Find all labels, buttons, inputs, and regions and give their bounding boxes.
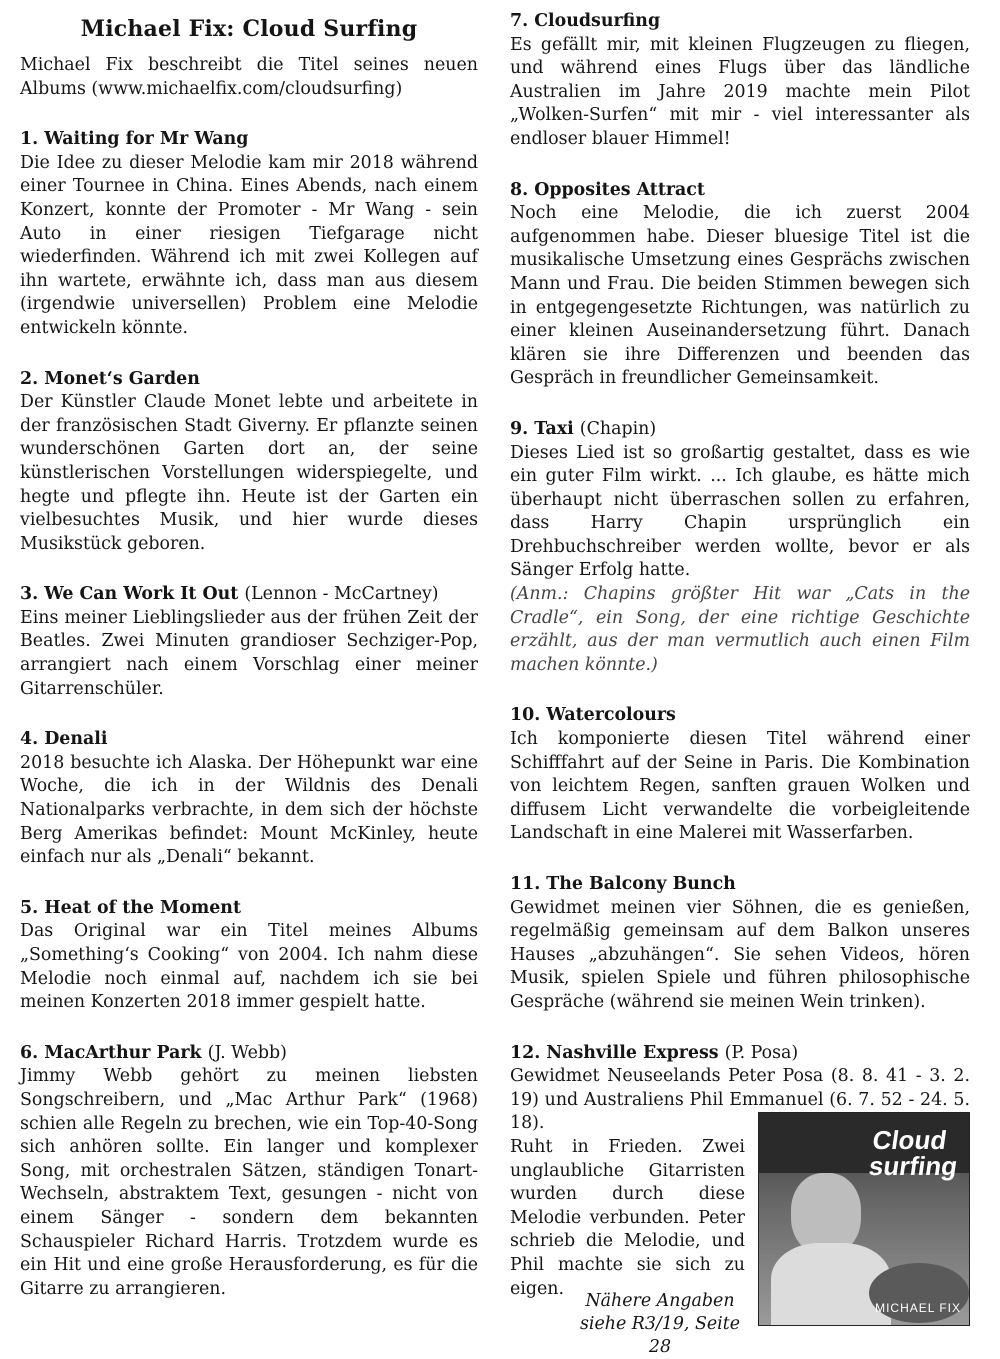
- track-credit: (Chapin): [579, 418, 657, 439]
- track-heading: [20, 728, 478, 752]
- track-text: Das Original war ein Titel meines Albums „Something‘s Cooking“ von 2004. Ich nahm diese Melodie noch einmal auf, nachdem ich sie bei meinen Konzerten 2018 immer gespielt hatte.: [20, 921, 478, 1013]
- cover-title-line1: Cloud: [870, 1124, 949, 1155]
- track-title: 7. Cloudsurfing: [510, 11, 661, 31]
- track-title: 1. Waiting for Mr Wang: [20, 129, 249, 150]
- track-text-continued: Ruht in Frieden. Zwei unglaubliche Gitarristen wurden durch diese Melodie verbunden. Peter schrieb die Melodie, und Phil machte sie sich zu eigen.: [510, 1136, 745, 1299]
- track-text: Ich komponierte diesen Titel während einer Schifffahrt auf der Seine in Paris. Die Kombination von leichtem Regen, sanften grauen Wolken und diffusem Licht verwandelte die vorbeigleitende Landschaft in eine Malerei mit Wasserfarben.: [510, 729, 970, 844]
- track-title: 3. We Can Work It Out: [20, 584, 239, 605]
- track-1: [20, 128, 478, 340]
- track-title: 5. Heat of the Moment: [20, 897, 241, 918]
- track-title: 9. Taxi: [510, 418, 574, 439]
- track-text: Gewidmet Neuseelands Peter Posa (8. 8. 41 - 3. 2. 19) und Australiens Phil Emmanuel (6. 7. 52 - 24. 5. 18).: [510, 1066, 970, 1134]
- track-heading: [510, 418, 970, 442]
- track-heading: [510, 10, 970, 34]
- track-2: [20, 368, 478, 557]
- track-credit: (P. Posa): [724, 1042, 799, 1063]
- track-heading: [20, 128, 478, 152]
- track-3: [20, 583, 478, 701]
- track-12: [510, 1042, 970, 1357]
- track-text: Eins meiner Lieblingslieder aus der frühen Zeit der Beatles. Zwei Minuten grandioser Sechziger-Pop, arrangiert nach einem Vorschlag einer meiner Gitarrenschüler.: [20, 607, 478, 699]
- track-heading: [20, 897, 478, 921]
- article-title: Michael Fix: Cloud Surfing: [80, 16, 418, 42]
- track-8: [510, 179, 970, 391]
- track-5: [20, 897, 478, 1015]
- reference-note: Nähere Angaben siehe R3/19, Seite 28: [579, 1290, 741, 1357]
- track-title: 11. The Balcony Bunch: [510, 874, 736, 894]
- track-credit: (Lennon - McCartney): [244, 584, 439, 605]
- track-heading: [20, 583, 478, 607]
- track-title: 2. Monet‘s Garden: [20, 368, 200, 389]
- track-9: [510, 418, 970, 678]
- track-text: Dieses Lied ist so großartig gestaltet, dass es wie ein guter Film wirkt. ... Ich glaube, es hätte mich überhaupt nicht überraschen sollen zu erfahren, dass Harry Chapin ursprünglich ein Drehbuchschreiber werden wollte, bevor er als Sänger Erfolg hatte.: [510, 442, 970, 581]
- track-title: 12. Nashville Express: [510, 1042, 719, 1063]
- cover-title-line2: surfing: [866, 1150, 960, 1181]
- track-title: 10. Watercolours: [510, 705, 676, 726]
- track-heading: [510, 1042, 970, 1066]
- track-heading: [510, 179, 970, 203]
- track-title: 8. Opposites Attract: [510, 179, 705, 200]
- cover-title: [866, 1124, 962, 1181]
- track-text: Es gefällt mir, mit kleinen Flugzeugen zu fliegen, und während eines Flugs über das ländliche Australien im Jahre 2019 machte mein Pilot „Wolken-Surfen“ mit mir - viel interessanter als endloser blauer Himmel!: [510, 34, 970, 149]
- track-heading: [20, 368, 478, 392]
- intro-text: Michael Fix beschreibt die Titel seines neuen Albums (www.michaelfix.com/cloudsurfing): [20, 55, 478, 99]
- track-text: Gewidmet meinen vier Söhnen, die es genießen, regelmäßig gemeinsam auf dem Balkon unseres Hauses „abzuhängen“. Sie sehen Videos, hören Musik, spielen Spiele und führen philosophische Gespräche (während sie meinen Wein trinken).: [510, 897, 970, 1012]
- right-column: [510, 0, 970, 1357]
- album-cover-image: [758, 1112, 970, 1326]
- track-text: Der Künstler Claude Monet lebte und arbeitete in der französischen Stadt Giverny. Er pflanzte seinen wunderschönen Garten dort an, der seine künstlerischen Vorstellungen widerspiegelte, und hegte und pflegte ihn. Heute ist der Garten ein vielbesuchtes Musik, und hier wurde dieses Musikstück geboren.: [20, 392, 478, 554]
- track-title: 6. MacArthur Park: [20, 1042, 202, 1063]
- track-text: Jimmy Webb gehört zu meinen liebsten Songschreibern, und „Mac Arthur Park“ (1968) schien alle Regeln zu brechen, wie ein Top-40-Song sich anhören sollte. Ein langer und komplexer Song, mit orchestralen Sätzen, ständigen Tonart-Wechseln, abstraktem Text, gesungen - nicht von einem Sänger - sondern dem bekannten Schauspieler Richard Harris. Trotzdem wurde es ein Hit und eine große Herausforderung, es für die Gitarre zu arrangieren.: [20, 1066, 478, 1299]
- track-11: [510, 873, 970, 1015]
- track-title: 4. Denali: [20, 729, 108, 750]
- left-column: [20, 0, 478, 1301]
- track-heading: [20, 1042, 478, 1066]
- track-text: Noch eine Melodie, die ich zuerst 2004 aufgenommen habe. Dieser bluesige Titel ist die musikalische Umsetzung eines Gesprächs zwischen Mann und Frau. Die beiden Stimmen bewegen sich in entgegengesetzte Richtungen, was natürlich zu einer kleinen Auseinandersetzung führt. Danach klären sie ihre Differenzen und beenden das Gespräch in freundlicher Gemeinsamkeit.: [510, 203, 970, 389]
- track-credit: (J. Webb): [207, 1042, 287, 1063]
- track-10: [510, 704, 970, 846]
- track-7: [510, 10, 970, 152]
- track-text: Die Idee zu dieser Melodie kam mir 2018 während einer Tournee in China. Eines Abends, nach einem Konzert, konnte der Promoter - Mr Wang - sein Auto in einer riesigen Tiefgarage nicht wiederfinden. Während ich mit zwei Kollegen auf ihn wartete, erwähnte ich, dass man aus diesem (irgendwie universellen) Problem eine Melodie entwickeln könnte.: [20, 152, 478, 338]
- track-text: 2018 besuchte ich Alaska. Der Höhepunkt war eine Woche, die ich in der Wildnis des Denali Nationalparks verbrachte, in dem sich der höchste Berg Amerikas befindet: Mount McKinley, heute einfach nur als „Denali“ bekannt.: [20, 752, 478, 868]
- track-4: [20, 728, 478, 870]
- cover-artist-name: MICHAEL FIX: [875, 1300, 961, 1315]
- track-6: [20, 1042, 478, 1302]
- track-heading: [510, 873, 970, 897]
- track-heading: [510, 704, 970, 728]
- track-note: (Anm.: Chapins größter Hit war „Cats in the Cradle“, ein Song, der eine richtige Geschichte erzählt, aus der man vermutlich auch einen Film machen könnte.): [510, 584, 970, 675]
